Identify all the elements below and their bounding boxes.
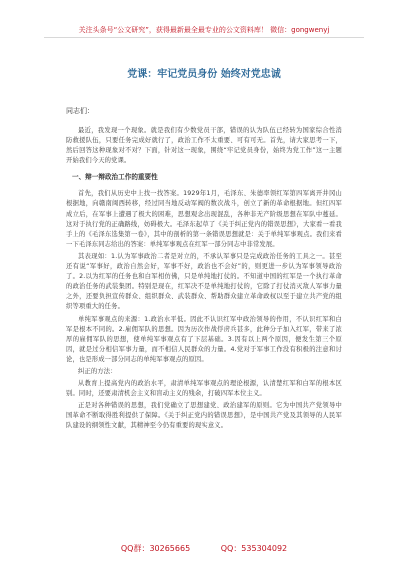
body-paragraph: 首先，我们从历史中上找一找答案。1929年1月，毛泽东、朱德率领红军第四军离开井冈山根据地，向赣南闽西转移，经过同当地反动军阀的数次战斗，创立了新的革命根据地。但红四军成立后，在军事上遭遇了极大的困难，思想观念出现混乱，各种非无产阶级思想在军队中蔓延。这对于执行党的正确路线，妨碍极大。毛泽东起草了《关于纠正党内的错误思想》，大家看一看我手上的《毛泽东选集第一卷》，其中的剖析的第一条错误思想就是：关于单纯军事观点。我们来看一下毛泽东同志给出的答案：单纯军事观点在红军一部分同志中非常发展。 [66, 190, 342, 248]
greeting: 同志们： [66, 107, 94, 115]
page-title: 党课：牢记党员身份 始终对党忠诚 [127, 69, 281, 80]
document-body [66, 126, 342, 434]
body-paragraph: 其表现如：1.认为军事政治二者是对立的，不承认军事只是完成政治任务的工具之一。甚至还有说“军事好，政治自然会好，军事不好，政治也不会好”的，则更进一步认为军事领导政治了。2.以为红军的任务也和白军相仿佛，只是单纯地打仗的。不知道中国的红军是一个执行革命的政治任务的武装集团。特别是现在，红军决不是单纯地打仗的，它除了打仗消灭敌人军事力量之外，还要负担宣传群众、组织群众、武装群众、帮助群众建立革命政权以至于建立共产党的组织等项重大的任务。 [66, 252, 342, 311]
body-paragraph: 单纯军事观点的来源：1.政治水平低。因此不认识红军中政治领导的作用，不认识红军和白军是根本不同的。2.雇佣军队的思想。因为历次作战俘虏兵甚多，此种分子加入红军，带来了浓厚的雇佣军队的思想，使单纯军事观点有了下层基础。3.因有以上两个原因，便发生第三个原因，就是过分相信军事力量，而不相信人民群众的力量。4.党对于军事工作没有积极的注意和讨论，也是形成一部分同志的单纯军事观点的原因。 [66, 315, 342, 363]
promo-banner: 关注头条号“公文研究”，获得最新最全最专业的公文资料库！ 微信：gongwenyj [78, 26, 330, 34]
body-paragraph: 从教育上提高党内的政治水平，肃清单纯军事观点的理论根源，认清楚红军和白军的根本区别。同时，还要肃清机会主义和盲动主义的残余，打破四军本位主义。 [66, 380, 342, 398]
body-paragraph: 纠正的方法： [78, 367, 117, 375]
intro-paragraph: 最近，我发现一个现象。就是我们有少数党员干部，错误的认为队伍已经转为国家综合性消防救援队伍，只要任务完成好就行了，政治工作不太重要、可有可无。首先，请大家思考一下，然后回答这种现象对不对？下面，针对这一现象，围绕“牢记党员身份，始终为党工作”这一主题开始我们今天的党课。 [66, 127, 342, 165]
section-heading: 一、辩一辩政治工作的重要性 [72, 173, 158, 182]
contact-footer [0, 544, 408, 554]
body-paragraph: 正是对各种错误的思想，我们党确立了思想建党、政治建军的原则。它为中国共产党领导中国革命不断取得胜利提供了保障。《关于纠正党内的错误思想》，是中国共产党及其领导的人民军队建设的纲领性文献，其精神至今仍有重要的现实意义。 [66, 402, 342, 430]
qq-group-text: QQ群：30265665 [120, 544, 191, 553]
qq-text: QQ：535304092 [220, 544, 288, 553]
banner-divider [44, 37, 364, 38]
